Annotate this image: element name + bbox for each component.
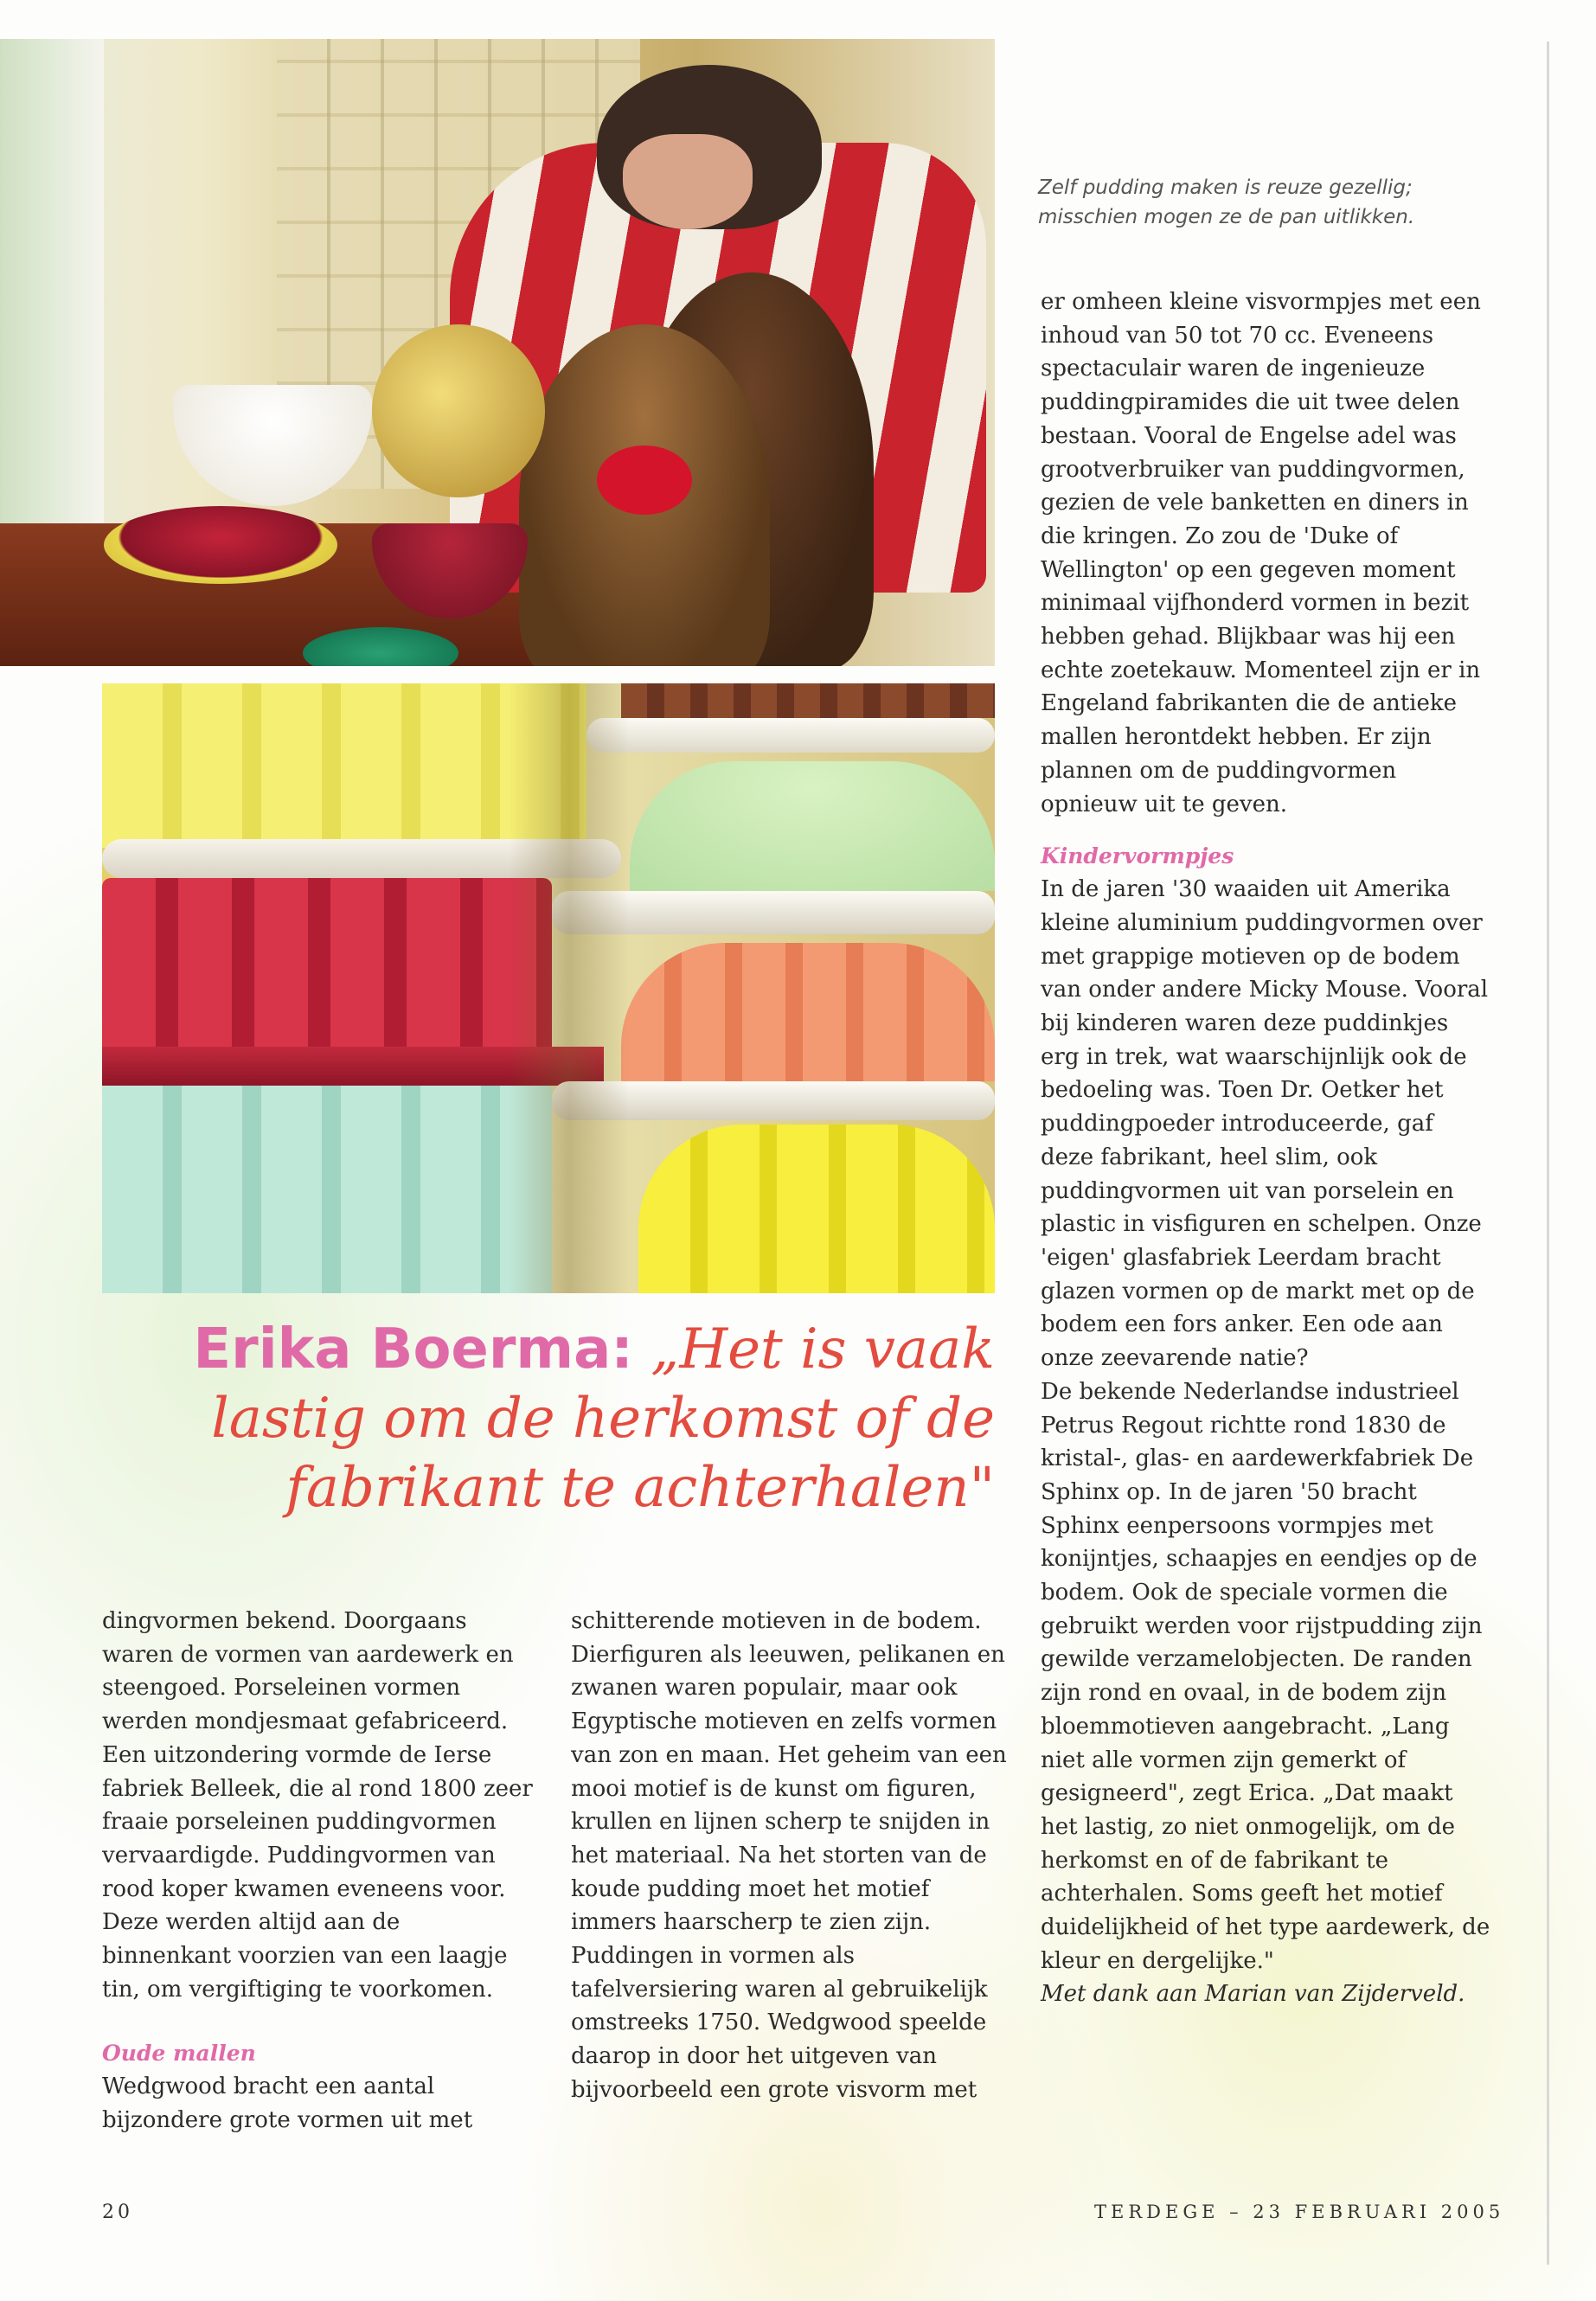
text-column-2 — [571, 1605, 1012, 2107]
pull-quote-line-1: „Het is vaak — [651, 1317, 995, 1381]
pull-quote-line-3: fabrikant te achterhalen" — [285, 1456, 995, 1520]
body-paragraph: In de jaren '30 waaiden uit Amerika kleine aluminium puddingvormen over met grappige motieven op de bodem van onder andere Micky Mouse. Vooral bij kinderen waren deze puddinkjes erg in trek, wat waarschijnlijk ook de bedoeling was. Toen Dr. Oetker het puddingpoeder introduceerde, gaf deze fabrikant, heel slim, ook puddingvormen uit van porselein en plastic in visfiguren en schelpen. Onze 'eigen' glasfabriek Leerdam bracht glazen vormen op de markt met op de bodem een fors anker. Een ode aan onze zeevarende natie? — [1041, 876, 1489, 1372]
caption-line-2: misschien mogen ze de pan uitlikken. — [1038, 206, 1415, 228]
body-paragraph: er omheen kleine visvormpjes met een inhoud van 50 tot 70 cc. Eveneens spectaculair waren de ingenieuze puddingpiramides die uit twee delen bestaan. Vooral de Engelse adel was grootverbruiker van puddingvormen, gezien de vele banketten en diners in die kringen. Zo zou de 'Duke of Wellington' op een gegeven moment minimaal vijfhonderd vormen in bezit hebben gehad. Blijkbaar was hij een echte zoetekauw. Momenteel zijn er in Engeland fabrikanten die de antieke mallen herontdekt hebben. Er zijn plannen om de puddingvormen opnieuw uit te geven. — [1041, 289, 1481, 817]
photo-caption — [1038, 173, 1488, 232]
caption-line-1: Zelf pudding maken is reuze gezellig; — [1038, 176, 1413, 199]
body-paragraph: De bekende Nederlandse industrieel Petrus Regout richtte rond 1830 de kristal-, glas- en aardewerkfabriek De Sphinx op. In de jaren '50 bracht Sphinx eenpersoons vormpjes met konijntjes, schaapjes en eendjes op de bodem. Ook de speciale vormen die gebruikt werden voor rijstpudding zijn gewilde verzamelobjecten. De randen zijn rond en ovaal, in de bodem zijn bloemmotieven aangebracht. „Lang niet alle vormen zijn gemerkt of gesigneerd", zegt Erica. „Dat maakt het lastig, zo niet onmogelijk, om de herkomst en of de fabrikant te achterhalen. Soms geeft het motief duidelijkheid of het type aardewerk, de kleur en dergelijke." — [1041, 1378, 1490, 1974]
text-column-1-continued — [102, 2070, 535, 2137]
kitchen-photo — [0, 39, 995, 666]
subheading-oude-mallen: Oude mallen — [102, 2041, 256, 2066]
pull-quote-name: Erika Boerma: — [193, 1317, 633, 1381]
body-paragraph: Puddingen in vormen als tafelversiering waren al gebruikelijk omstreeks 1750. Wedgwood speelde daarop in door het uitgeven van bijvoorbeeld een grote visvorm met — [571, 1943, 988, 2103]
pull-quote-line-2: lastig om de herkomst of de — [211, 1387, 995, 1451]
page-edge-rule — [1547, 42, 1549, 2265]
pull-quote — [138, 1315, 995, 1522]
text-column-3 — [1041, 285, 1490, 2011]
text-column-1 — [102, 1605, 535, 2006]
credit-line: Met dank aan Marian van Zijderveld. — [1041, 1981, 1465, 2008]
body-paragraph: schitterende motieven in de bodem. Dierfiguren als leeuwen, pelikanen en zwanen waren populair, maar ook Egyptische motieven en zelfs vormen van zon en maan. Het geheim van een mooi motief is de kunst om figuren, krullen en lijnen scherp te snijden in het materiaal. Na het storten van de koude pudding moet het motief immers haarscherp te zien zijn. — [571, 1608, 1007, 1936]
body-paragraph: Wedgwood bracht een aantal bijzondere grote vormen uit met — [102, 2073, 473, 2133]
subheading-kindervormpjes: Kindervormpjes — [1041, 843, 1234, 869]
body-paragraph: dingvormen bekend. Doorgaans waren de vormen van aardewerk en steengoed. Porseleinen vormen werden mondjesmaat gefabriceerd. Een uitzondering vormde de Ierse fabriek Belleek, die al rond 1800 zeer fraaie porseleinen puddingvormen vervaardigde. Puddingvormen van rood koper kwamen eveneens voor. Deze werden altijd aan de binnenkant voorzien van een laagje tin, om vergiftiging te voorkomen. — [102, 1608, 533, 2003]
publication-footer: TERDEGE – 23 FEBRUARI 2005 — [1094, 2202, 1505, 2222]
page-number: 20 — [102, 2202, 133, 2223]
pudding-molds-photo — [102, 683, 995, 1293]
